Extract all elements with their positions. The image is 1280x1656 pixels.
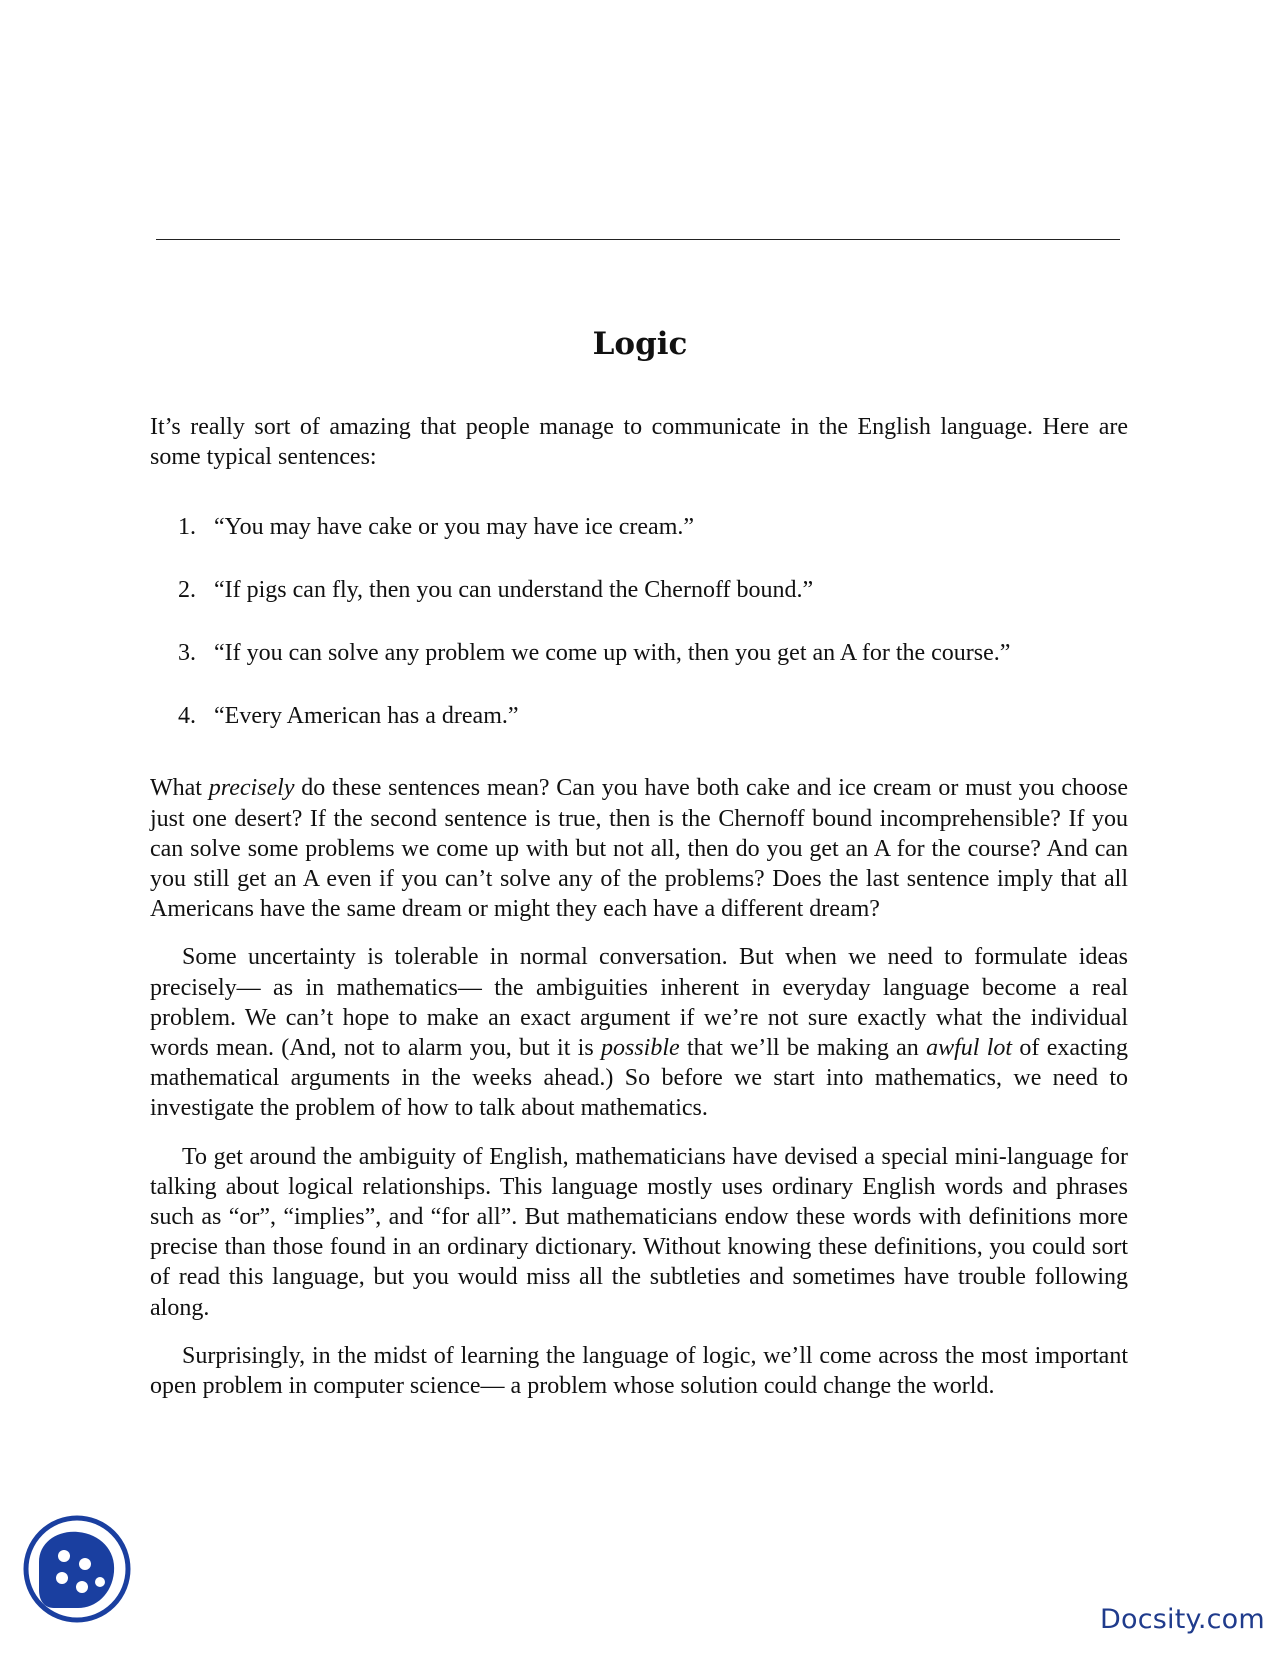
page-title: Logic	[592, 326, 688, 362]
paragraph-mini-language: To get around the ambiguity of English, mathematicians have devised a special mini-language for talking about logical relationships. This language mostly uses ordinary English words and phrases such as “or”, “implies”, and “for all”. But mathematicians endow these words with definitions more precise than those found in an ordinary dictionary. Without knowing these definitions, you could sort of read this language, but you would miss all the subtleties and sometimes have trouble following along.	[150, 1143, 1128, 1321]
list-item	[150, 575, 1128, 605]
emphasis-possible: possible	[601, 1035, 680, 1062]
document-body	[150, 412, 1128, 1401]
example-sentence-list	[150, 512, 1128, 731]
emphasis-awful-lot: awful lot	[926, 1035, 1013, 1062]
list-item	[150, 638, 1128, 668]
list-item-number: 3.	[178, 640, 196, 667]
list-item-number: 2.	[178, 577, 196, 604]
list-item-text: “Every American has a dream.”	[214, 703, 519, 730]
list-item-text: “If pigs can fly, then you can understand the Chernoff bound.”	[214, 577, 814, 604]
list-item-text: “You may have cake or you may have ice cream.”	[214, 514, 695, 541]
docsity-logo-icon[interactable]	[22, 1514, 132, 1624]
list-item-text: “If you can solve any problem we come up with, then you get an A for the course.”	[214, 640, 1011, 667]
intro-paragraph: It’s really sort of amazing that people manage to communicate in the English language. Here are some typical sentences:	[150, 414, 1128, 471]
paragraph-questions: What precisely do these sentences mean? Can you have both cake and ice cream or must you choose just one desert? If the second sentence is true, then is the Chernoff bound incomprehensible? If you can solve some problems we come up with but not all, then do you get an A for the course? And can you still get an A even if you can’t solve any of the problems? Does the last sentence imply that all Americans have the same dream or might they each have a different dream?	[150, 775, 1128, 923]
paragraph-open-problem: Surprisingly, in the midst of learning the language of logic, we’ll come across the most important open problem in computer science— a problem whose solution could change the world.	[150, 1342, 1128, 1400]
list-item	[150, 701, 1128, 731]
list-item-number: 1.	[178, 514, 196, 541]
list-item	[150, 512, 1128, 542]
list-item-number: 4.	[178, 703, 196, 730]
docsity-brand-link[interactable]: Docsity.com	[1100, 1604, 1265, 1635]
header-rule	[156, 239, 1120, 240]
paragraph-uncertainty: Some uncertainty is tolerable in normal conversation. But when we need to formulate ideas precisely— as in mathematics— the ambiguities inherent in everyday language become a real problem. We can’t hope to make an exact argument if we’re not sure exactly what the individual words mean. (And, not to alarm you, but it is possible that we’ll be making an awful lot of exacting mathematical arguments in the weeks ahead.) So before we start into mathematics, we need to investigate the problem of how to talk about mathematics.	[150, 944, 1129, 1122]
emphasis-precisely: precisely	[208, 775, 295, 802]
